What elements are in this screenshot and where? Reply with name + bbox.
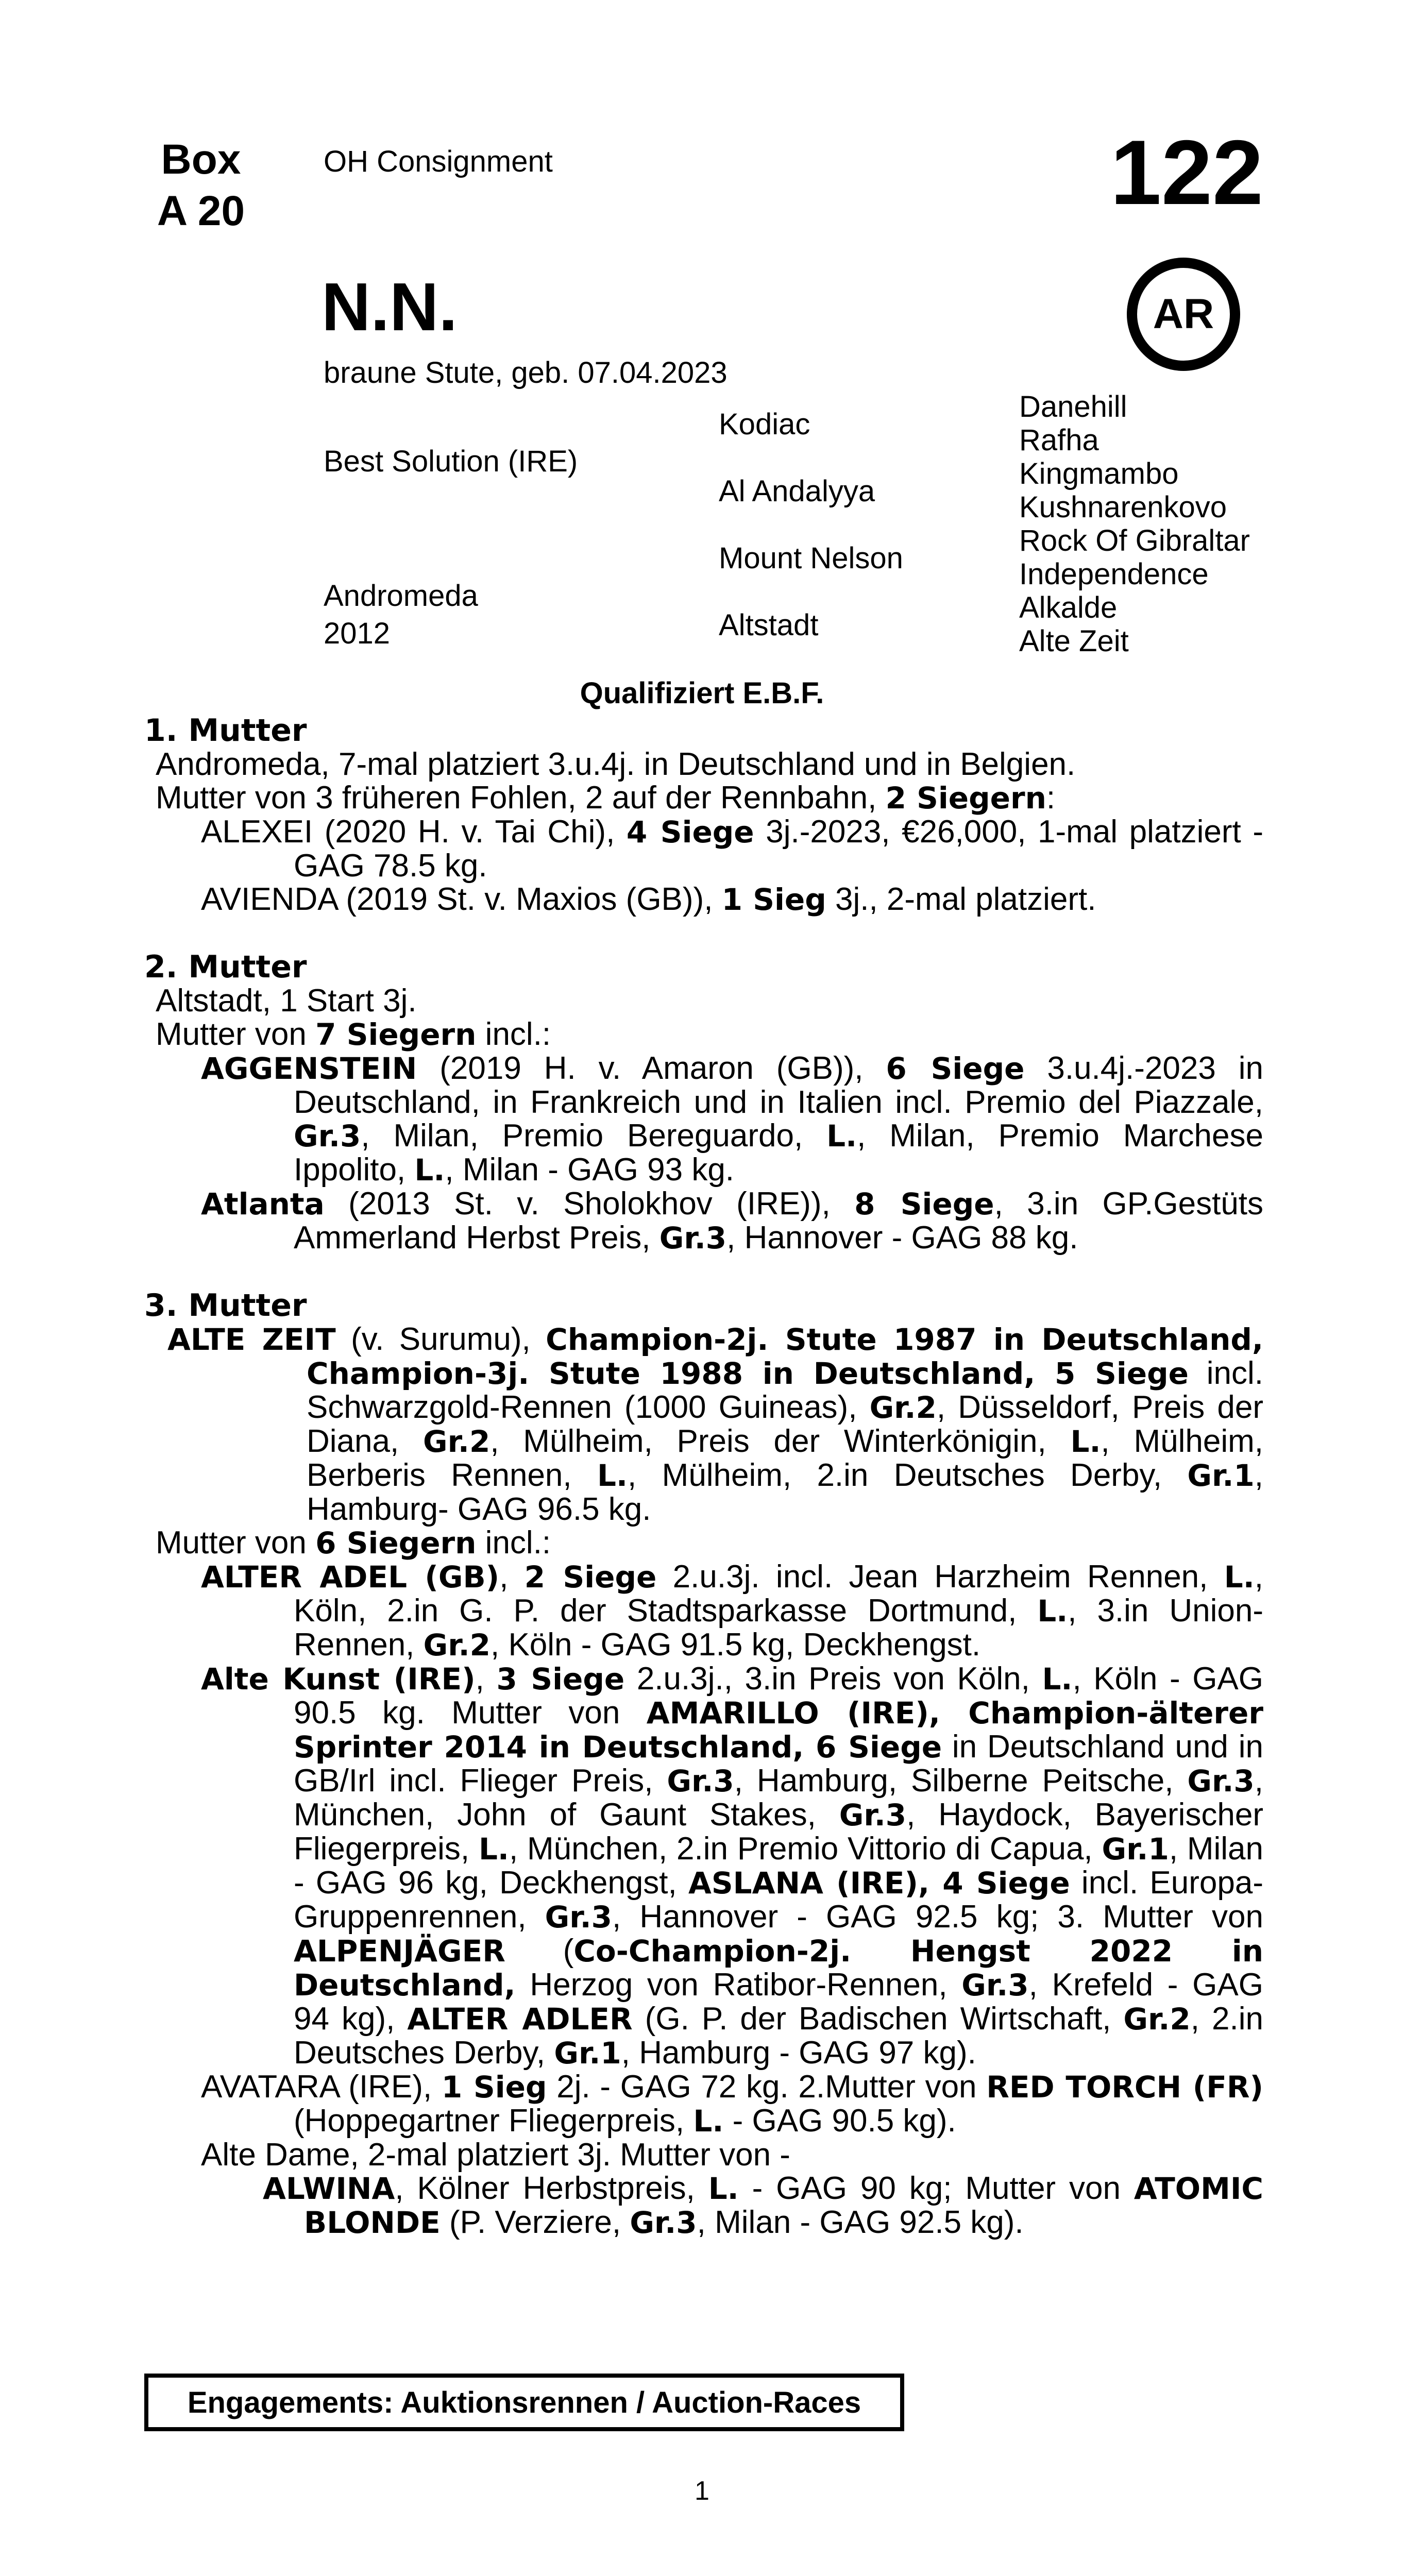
pedigree-sire: Best Solution (IRE) bbox=[324, 445, 578, 478]
progeny-entry bbox=[144, 1662, 1263, 2070]
text: , Köln - GAG 90.5 kg. Mutter von bbox=[294, 1661, 1263, 1731]
engagements-box bbox=[144, 2374, 904, 2431]
horse-description: braune Stute, geb. 07.04.2023 bbox=[324, 356, 728, 389]
text: , Köln - GAG 91.5 kg, Deckhengst. bbox=[490, 1627, 981, 1663]
lot-number: 122 bbox=[1110, 121, 1263, 224]
first-dam-summary: Andromeda, 7-mal platziert 3.u.4j. in Deutschland und in Belgien. bbox=[156, 747, 1076, 782]
text: , Haydock, Bayerischer Fliegerpreis, bbox=[294, 1797, 1263, 1867]
text: 3j.-2023, €26,000, 1-mal platziert - GAG 78.5 kg. bbox=[294, 814, 1263, 884]
box-label bbox=[144, 134, 258, 237]
progeny-entry bbox=[144, 1187, 1263, 1255]
pedigree-great-grandparent: Danehill bbox=[1019, 390, 1127, 423]
text: , Hamburg, Silberne Peitsche, bbox=[734, 1763, 1174, 1799]
pedigree-great-grandparent: Rafha bbox=[1019, 423, 1099, 457]
box-word: Box bbox=[161, 136, 241, 183]
text: (v. Surumu), bbox=[351, 1321, 531, 1357]
text: ( bbox=[563, 1933, 574, 1969]
consignment: OH Consignment bbox=[324, 145, 553, 178]
horse-name: AGGENSTEIN bbox=[201, 1051, 417, 1086]
grade: Gr.2 bbox=[1123, 2002, 1191, 2037]
third-dam-title: 3. Mutter bbox=[144, 1287, 307, 1324]
box-number: A 20 bbox=[157, 188, 245, 234]
second-dam-summary: Altstadt, 1 Start 3j. bbox=[156, 983, 417, 1019]
text: , Hannover - GAG 88 kg. bbox=[726, 1220, 1078, 1256]
horse-name: ALPENJÄGER bbox=[294, 1934, 505, 1969]
text: , 3.in Union-Rennen, bbox=[294, 1593, 1263, 1663]
pedigree-great-grandparent: Kingmambo bbox=[1019, 457, 1179, 490]
text: , München, 2.in Premio Vittorio di Capua, bbox=[509, 1831, 1093, 1867]
text: , Milan, Premio Marchese Ippolito, bbox=[294, 1118, 1263, 1188]
winners-count: 6 Siegern bbox=[315, 1526, 477, 1561]
text: , 3.in GP.Gestüts Ammerland Herbst Preis, bbox=[294, 1186, 1263, 1256]
horse-name: N.N. bbox=[322, 269, 458, 345]
horse-name: ALTE ZEIT bbox=[167, 1322, 336, 1357]
pedigree-great-grandparent: Alte Zeit bbox=[1019, 624, 1129, 658]
text: , Mülheim, Preis der Winterkönigin, bbox=[490, 1423, 1046, 1459]
grade: Gr.3 bbox=[545, 1900, 612, 1935]
text: , bbox=[499, 1559, 509, 1595]
text: - GAG 90.5 kg). bbox=[732, 2103, 956, 2139]
text: incl. Europa-Gruppenrennen, bbox=[294, 1865, 1263, 1935]
page-number: 1 bbox=[695, 2476, 709, 2506]
grade: Gr.3 bbox=[667, 1764, 734, 1799]
second-dam-winners bbox=[144, 1018, 1263, 1052]
grade: Gr.3 bbox=[659, 1221, 727, 1256]
progeny-entry bbox=[144, 815, 1263, 883]
grade: L. bbox=[414, 1153, 445, 1188]
text: , bbox=[475, 1661, 484, 1697]
horse-name: Atlanta bbox=[201, 1187, 325, 1222]
text: (2013 St. v. Sholokhov (IRE)), bbox=[348, 1186, 831, 1222]
text: AVIENDA (2019 St. v. Maxios (GB)), bbox=[201, 882, 713, 917]
wins: 1 Sieg bbox=[441, 2070, 547, 2105]
grade: L. bbox=[826, 1118, 857, 1154]
progeny-entry bbox=[144, 883, 1263, 917]
horse-name: ALTER ADEL (GB) bbox=[201, 1560, 500, 1595]
grade: Gr.3 bbox=[294, 1118, 361, 1154]
text: Mutter von bbox=[156, 1016, 307, 1052]
text: , München, John of Gaunt Stakes, bbox=[294, 1763, 1263, 1833]
text: incl. Schwarzgold-Rennen (1000 Guineas), bbox=[307, 1355, 1263, 1425]
text: , Köln, 2.in G. P. der Stadtsparkasse Dortmund, bbox=[294, 1559, 1263, 1629]
text: Mutter von 3 früheren Fohlen, 2 auf der Rennbahn, bbox=[156, 780, 877, 816]
text: ALEXEI (2020 H. v. Tai Chi), bbox=[201, 814, 615, 850]
horse-name: ALWINA bbox=[263, 2171, 395, 2206]
grade: Gr.1 bbox=[554, 2036, 621, 2071]
grade: Gr.2 bbox=[869, 1390, 937, 1425]
first-dam-foals bbox=[144, 781, 1263, 815]
grade: L. bbox=[1037, 1594, 1068, 1629]
grade: L. bbox=[1042, 1662, 1073, 1697]
text: (2019 H. v. Amaron (GB)), bbox=[439, 1050, 864, 1086]
pedigree-dam-year: 2012 bbox=[324, 617, 391, 650]
horse-name: ALTER ADLER bbox=[407, 2002, 633, 2037]
grade: Gr.1 bbox=[1187, 1458, 1255, 1493]
text: , 2.in Deutsches Derby, bbox=[294, 2001, 1263, 2071]
qualification: Qualifiziert E.B.F. bbox=[580, 676, 824, 710]
grade: Gr.3 bbox=[961, 1968, 1029, 2003]
ar-badge bbox=[1127, 258, 1240, 371]
wins: 8 Siege bbox=[854, 1187, 994, 1222]
text: , Hamburg- GAG 96.5 kg. bbox=[307, 1458, 1263, 1527]
text: , Mülheim, 2.in Deutsches Derby, bbox=[628, 1458, 1162, 1493]
pedigree-great-grandparent: Independence bbox=[1019, 557, 1209, 591]
progeny-sub-entry bbox=[144, 2172, 1263, 2240]
pedigree-great-grandparent: Kushnarenkovo bbox=[1019, 490, 1227, 524]
winners-count: 7 Siegern bbox=[315, 1017, 477, 1052]
wins: 6 Siege bbox=[886, 1051, 1025, 1086]
text: in Deutschland und in GB/Irl incl. Flieger Preis, bbox=[294, 1729, 1263, 1799]
grade: Gr.2 bbox=[422, 1424, 490, 1459]
pedigree-grandparent: Al Andalyya bbox=[719, 474, 875, 508]
text: , Düsseldorf, Preis der Diana, bbox=[307, 1389, 1263, 1459]
text: 2.u.3j. incl. Jean Harzheim Rennen, bbox=[672, 1559, 1208, 1595]
wins: 2 Siege bbox=[524, 1560, 657, 1595]
grade: L. bbox=[1070, 1424, 1101, 1459]
progeny-entry bbox=[144, 1052, 1263, 1187]
grade: L. bbox=[693, 2104, 724, 2139]
wins: 1 Sieg bbox=[721, 882, 826, 917]
text: incl.: bbox=[485, 1016, 551, 1052]
pedigree-grandparent: Kodiac bbox=[719, 408, 810, 441]
grade: Gr.3 bbox=[1187, 1764, 1255, 1799]
honours: Co-Champion-2j. Hengst 2022 in Deutschland, bbox=[294, 1934, 1263, 2003]
grade: Gr.1 bbox=[1102, 1832, 1169, 1867]
wins: 3 Siege bbox=[496, 1662, 625, 1697]
text: , Kölner Herbstpreis, bbox=[395, 2171, 695, 2206]
text: - GAG 90 kg; Mutter von bbox=[752, 2171, 1121, 2206]
winners-count: 2 Siegern bbox=[885, 781, 1046, 816]
text: AVATARA (IRE), bbox=[201, 2069, 432, 2105]
text: 2.u.3j., 3.in Preis von Köln, bbox=[636, 1661, 1030, 1697]
grade: Gr.3 bbox=[839, 1798, 907, 1833]
progeny-entry bbox=[144, 2070, 1263, 2138]
wins: 4 Siege bbox=[626, 815, 754, 850]
third-dam-entry bbox=[144, 1323, 1263, 1526]
text: : bbox=[1046, 780, 1056, 816]
engagements-text: Engagements: Auktionsrennen / Auction-Races bbox=[187, 2385, 861, 2419]
grade: L. bbox=[478, 1832, 509, 1867]
text: 3.u.4j.-2023 in Deutschland, in Frankreich und in Italien incl. Premio del Piazzale, bbox=[294, 1050, 1263, 1120]
text: Mutter von bbox=[156, 1525, 307, 1561]
text: , Milan - GAG 92.5 kg). bbox=[697, 2205, 1024, 2240]
family-details bbox=[144, 714, 1263, 2240]
text: (P. Verziere, bbox=[449, 2205, 621, 2240]
text: , Mülheim, Berberis Rennen, bbox=[307, 1423, 1263, 1493]
grade: L. bbox=[708, 2171, 739, 2206]
grade: Gr.3 bbox=[630, 2205, 697, 2240]
horse-name: ATOMIC BLONDE bbox=[304, 2171, 1263, 2240]
horse-name: RED TORCH (FR) bbox=[986, 2070, 1264, 2105]
text: , Krefeld - GAG 94 kg), bbox=[294, 1967, 1263, 2037]
pedigree-grandparent: Altstadt bbox=[719, 608, 819, 642]
first-dam-title: 1. Mutter bbox=[144, 713, 307, 749]
honours: Champion-2j. Stute 1987 in Deutschland, Champion-3j. Stute 1988 in Deutschland, 5 Siege bbox=[307, 1322, 1263, 1391]
grade: Gr.2 bbox=[423, 1628, 490, 1663]
progeny-entry bbox=[144, 1560, 1263, 1662]
honours: AMARILLO (IRE), Champion-älterer Sprinter 2014 in Deutschland, 6 Siege bbox=[294, 1696, 1263, 1765]
grade: L. bbox=[597, 1458, 628, 1493]
text: 2j. - GAG 72 kg. 2.Mutter von bbox=[556, 2069, 977, 2105]
ar-badge-text: AR bbox=[1153, 291, 1214, 337]
text: 3j., 2-mal platziert. bbox=[835, 882, 1096, 917]
text: (Hoppegartner Fliegerpreis, bbox=[294, 2103, 685, 2139]
text: , Milan, Premio Bereguardo, bbox=[361, 1118, 803, 1154]
text: incl.: bbox=[485, 1525, 551, 1561]
text: , Milan - GAG 96 kg, Deckhengst, bbox=[294, 1831, 1264, 1901]
text: , Milan - GAG 93 kg. bbox=[445, 1152, 735, 1188]
text: , Hannover - GAG 92.5 kg; 3. Mutter von bbox=[612, 1899, 1263, 1935]
pedigree-great-grandparent: Alkalde bbox=[1019, 591, 1118, 624]
horse-name: Alte Kunst (IRE) bbox=[201, 1662, 476, 1697]
pedigree-dam: Andromeda bbox=[324, 579, 478, 613]
third-dam-winners bbox=[144, 1526, 1263, 1560]
grade: L. bbox=[1224, 1560, 1255, 1595]
horse-name: ASLANA (IRE), 4 Siege bbox=[688, 1866, 1070, 1901]
progeny-entry: Alte Dame, 2-mal platziert 3j. Mutter von - bbox=[201, 2137, 790, 2173]
pedigree-grandparent: Mount Nelson bbox=[719, 541, 903, 575]
pedigree-great-grandparent: Rock Of Gibraltar bbox=[1019, 524, 1250, 557]
second-dam-title: 2. Mutter bbox=[144, 949, 307, 985]
text: Herzog von Ratibor-Rennen, bbox=[530, 1967, 948, 2003]
text: (G. P. der Badischen Wirtschaft, bbox=[645, 2001, 1111, 2037]
text: , Hamburg - GAG 97 kg). bbox=[621, 2035, 976, 2071]
